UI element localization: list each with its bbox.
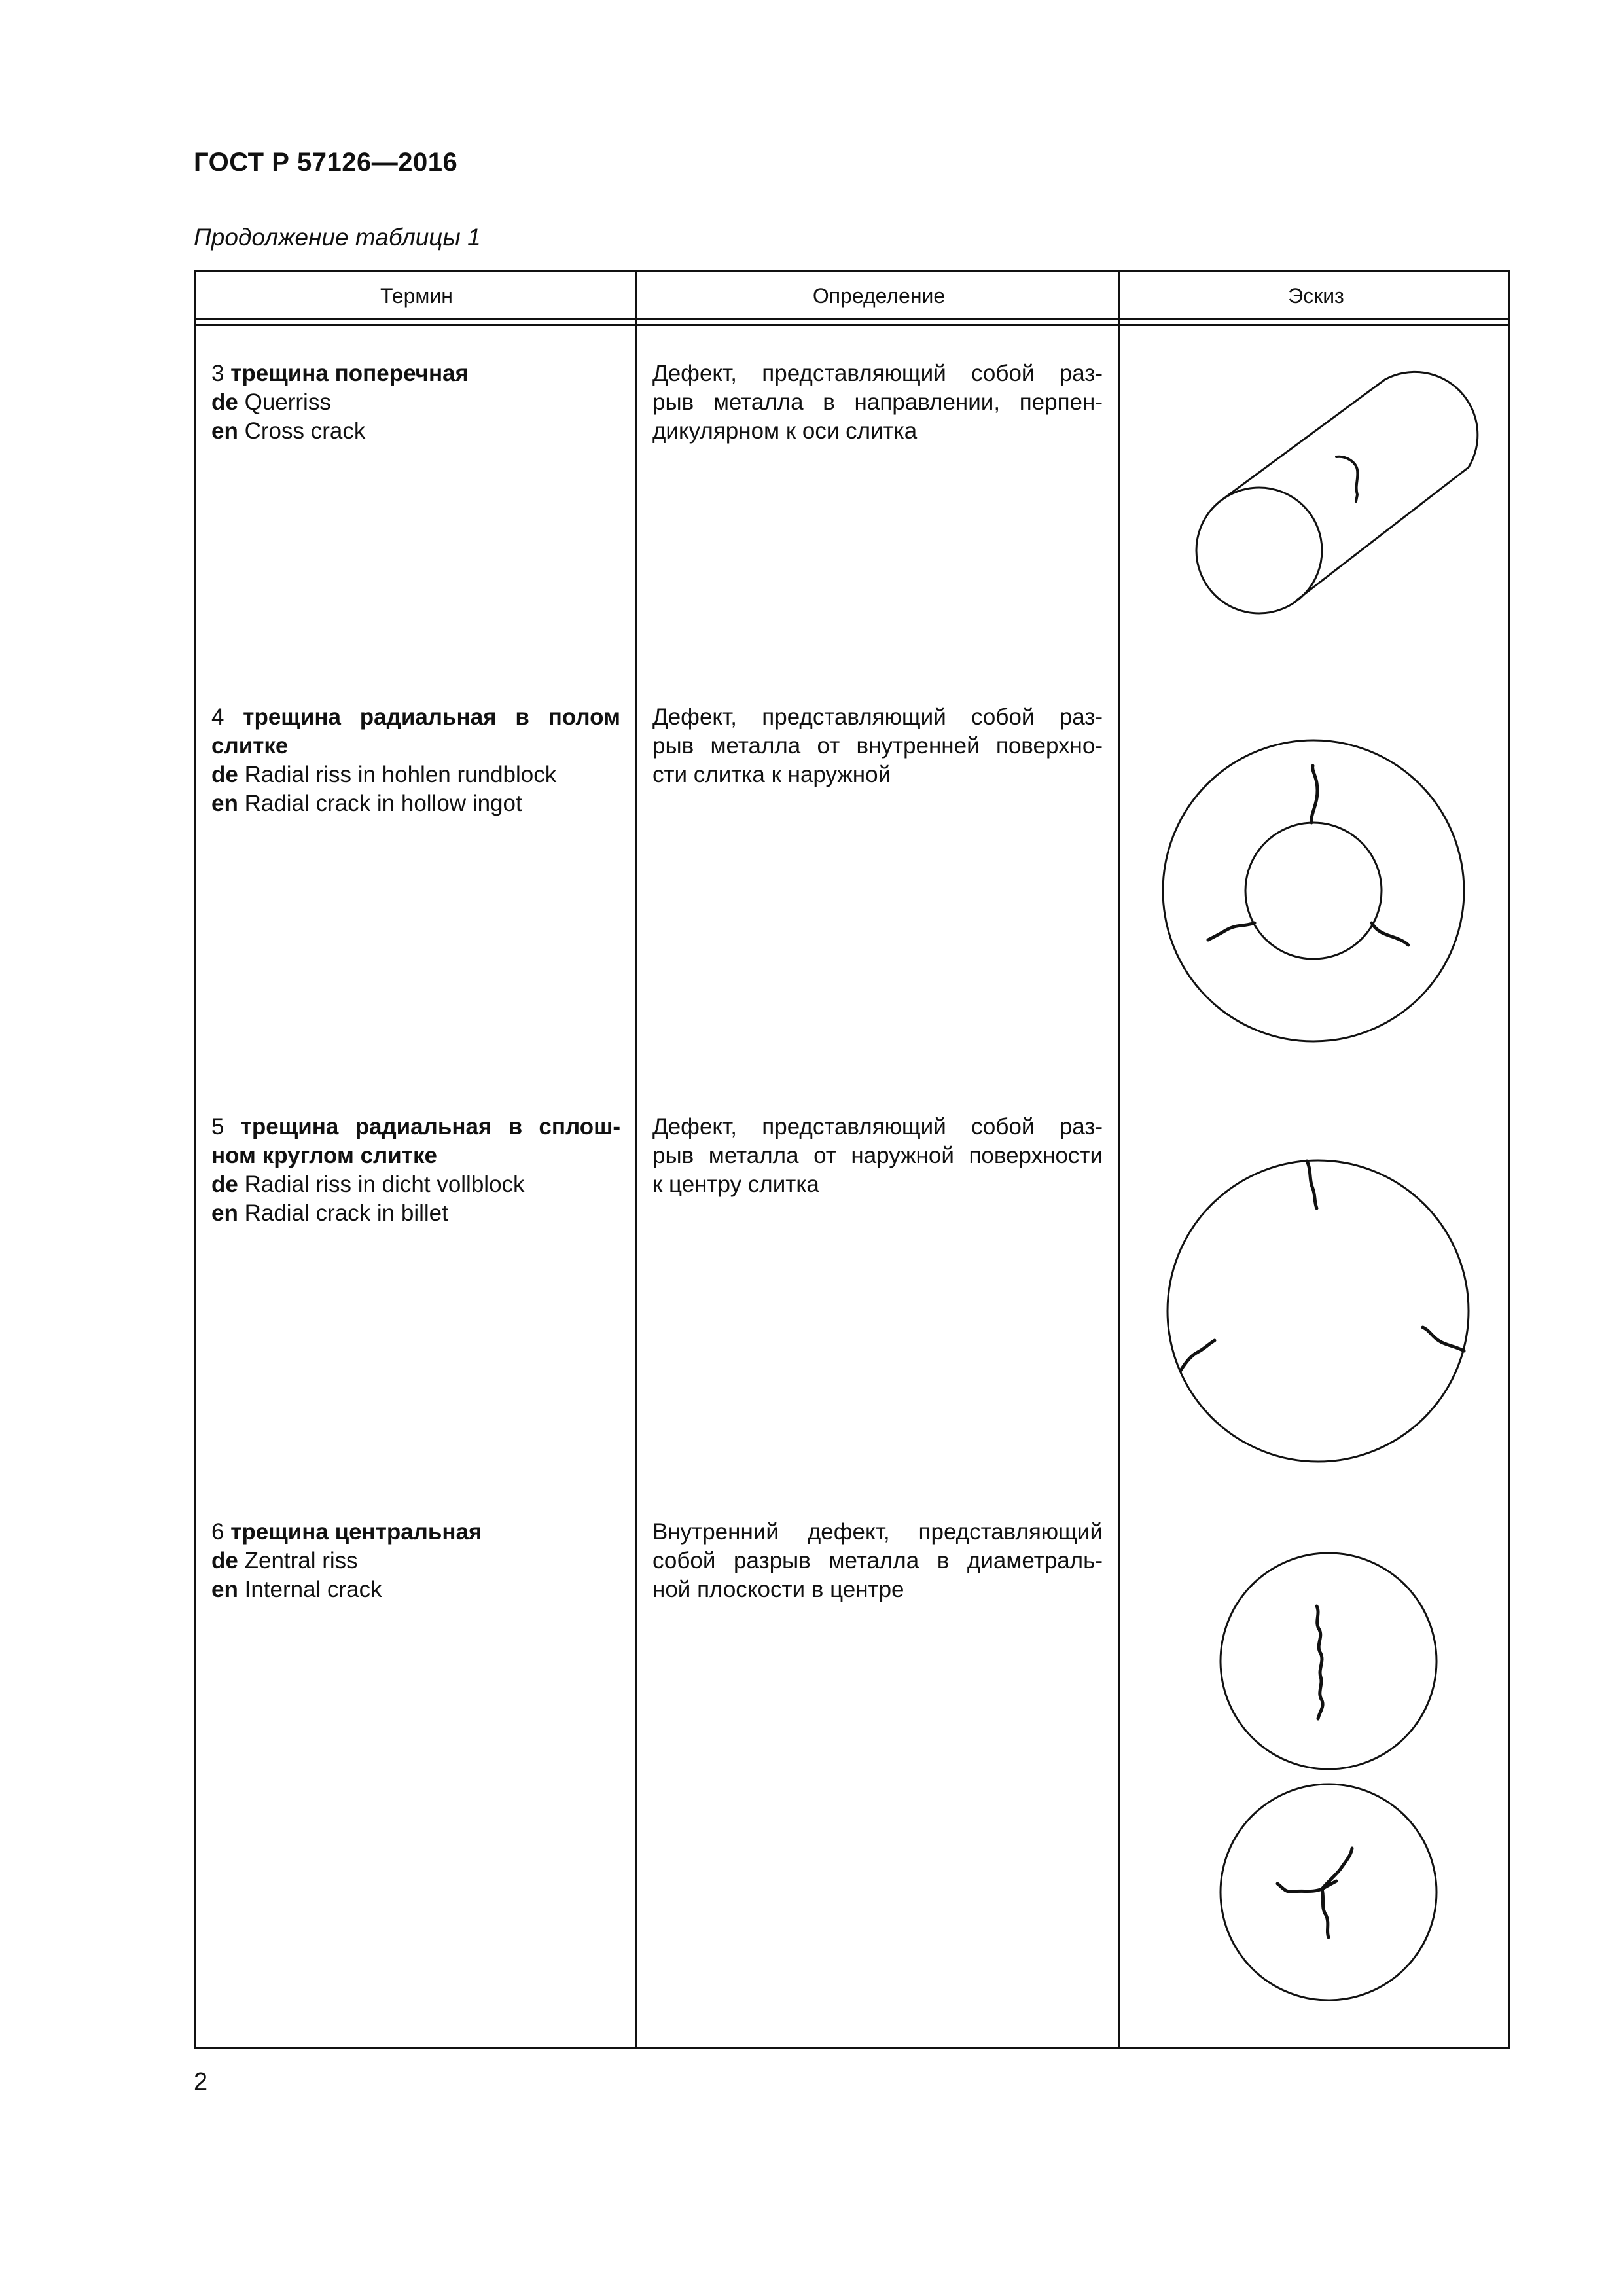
term-en: Radial crack in billet <box>244 1200 448 1226</box>
column-header-term: Термин <box>380 283 453 308</box>
term-de: Querriss <box>244 389 331 415</box>
ingot-inner-circle <box>1245 823 1382 959</box>
term-name-continued: ном круглом слитке <box>211 1143 437 1168</box>
term-name: трещина центральная <box>230 1519 482 1545</box>
definition-3 <box>652 359 1103 446</box>
lang-label-en: en <box>211 418 238 444</box>
lang-label-en: en <box>211 1577 238 1602</box>
term-entry-3 <box>211 359 620 446</box>
lang-label-de: de <box>211 762 238 787</box>
cylinder-body-outline <box>1220 372 1478 601</box>
definition-4 <box>652 703 1103 789</box>
cross-crack-mark <box>1336 457 1357 501</box>
term-en: Cross crack <box>244 418 366 444</box>
term-number: 3 <box>211 361 224 386</box>
header-divider <box>196 318 1508 320</box>
radial-crack-mark <box>1181 1340 1215 1371</box>
term-name: трещина радиальная в полом <box>243 704 620 730</box>
radial-crack-mark <box>1423 1327 1464 1351</box>
definition-line: к центру слитка <box>652 1172 819 1197</box>
central-crack-mark <box>1317 1606 1323 1719</box>
definition-line: рыв металла от наружной поверхности <box>652 1143 1103 1168</box>
radial-crack-mark <box>1372 923 1408 945</box>
term-entry-6 <box>211 1518 620 1604</box>
central-crack-mark <box>1322 1848 1352 1889</box>
term-number: 6 <box>211 1519 224 1545</box>
cylinder-cross-crack-sketch <box>1120 364 1512 639</box>
radial-crack-mark <box>1311 766 1317 823</box>
term-de: Radial riss in hohlen rundblock <box>244 762 557 787</box>
definition-line: Дефект, представляющий собой раз- <box>652 1114 1103 1139</box>
term-name: трещина поперечная <box>230 361 469 386</box>
terms-table <box>194 270 1510 2049</box>
term-name: трещина радиальная в сплош- <box>240 1114 620 1139</box>
term-entry-4 <box>211 703 620 818</box>
definition-line: рыв металла от внутренней поверхно- <box>652 733 1103 759</box>
definition-line: Дефект, представляющий собой раз- <box>652 704 1103 730</box>
column-header-definition: Определение <box>812 283 946 308</box>
term-de: Zentral riss <box>244 1548 358 1573</box>
term-entry-5 <box>211 1113 620 1228</box>
ingot-outer-circle <box>1168 1160 1469 1462</box>
definition-5 <box>652 1113 1103 1199</box>
radial-crack-mark <box>1208 923 1255 940</box>
term-name-continued: слитке <box>211 733 289 759</box>
ingot-cross-section-circle <box>1221 1553 1436 1769</box>
header-divider-double <box>196 324 1508 326</box>
term-number: 4 <box>211 704 224 730</box>
ingot-cross-section-circle <box>1221 1784 1436 2000</box>
radial-crack-mark <box>1307 1161 1317 1208</box>
hollow-ingot-radial-crack-sketch <box>1120 704 1512 1071</box>
lang-label-de: de <box>211 1172 238 1197</box>
lang-label-en: en <box>211 791 238 816</box>
term-number: 5 <box>211 1114 224 1139</box>
definition-line: Внутренний дефект, представляющий <box>652 1519 1103 1545</box>
definition-line: собой разрыв металла в диаметраль- <box>652 1548 1103 1573</box>
solid-ingot-radial-crack-sketch <box>1120 1117 1512 1483</box>
page-number: 2 <box>194 2068 208 2096</box>
definition-line: дикулярном к оси слитка <box>652 418 918 444</box>
column-header-sketch: Эскиз <box>1288 283 1344 308</box>
term-en: Radial crack in hollow ingot <box>244 791 522 816</box>
lang-label-de: de <box>211 1548 238 1573</box>
table-continuation-caption: Продолжение таблицы 1 <box>194 224 481 251</box>
lang-label-de: de <box>211 389 238 415</box>
ingot-outer-circle <box>1163 740 1464 1041</box>
definition-line: рыв металла в направлении, перпен- <box>652 389 1103 415</box>
document-code: ГОСТ Р 57126—2016 <box>194 148 458 177</box>
central-crack-sketch <box>1120 1535 1512 2020</box>
column-divider <box>635 272 637 2047</box>
definition-line: ной плоскости в центре <box>652 1577 904 1602</box>
definition-line: сти слитка к наружной <box>652 762 891 787</box>
definition-6 <box>652 1518 1103 1604</box>
term-de: Radial riss in dicht vollblock <box>244 1172 525 1197</box>
term-en: Internal crack <box>244 1577 382 1602</box>
definition-line: Дефект, представляющий собой раз- <box>652 361 1103 386</box>
central-crack-mark <box>1322 1889 1329 1937</box>
lang-label-en: en <box>211 1200 238 1226</box>
